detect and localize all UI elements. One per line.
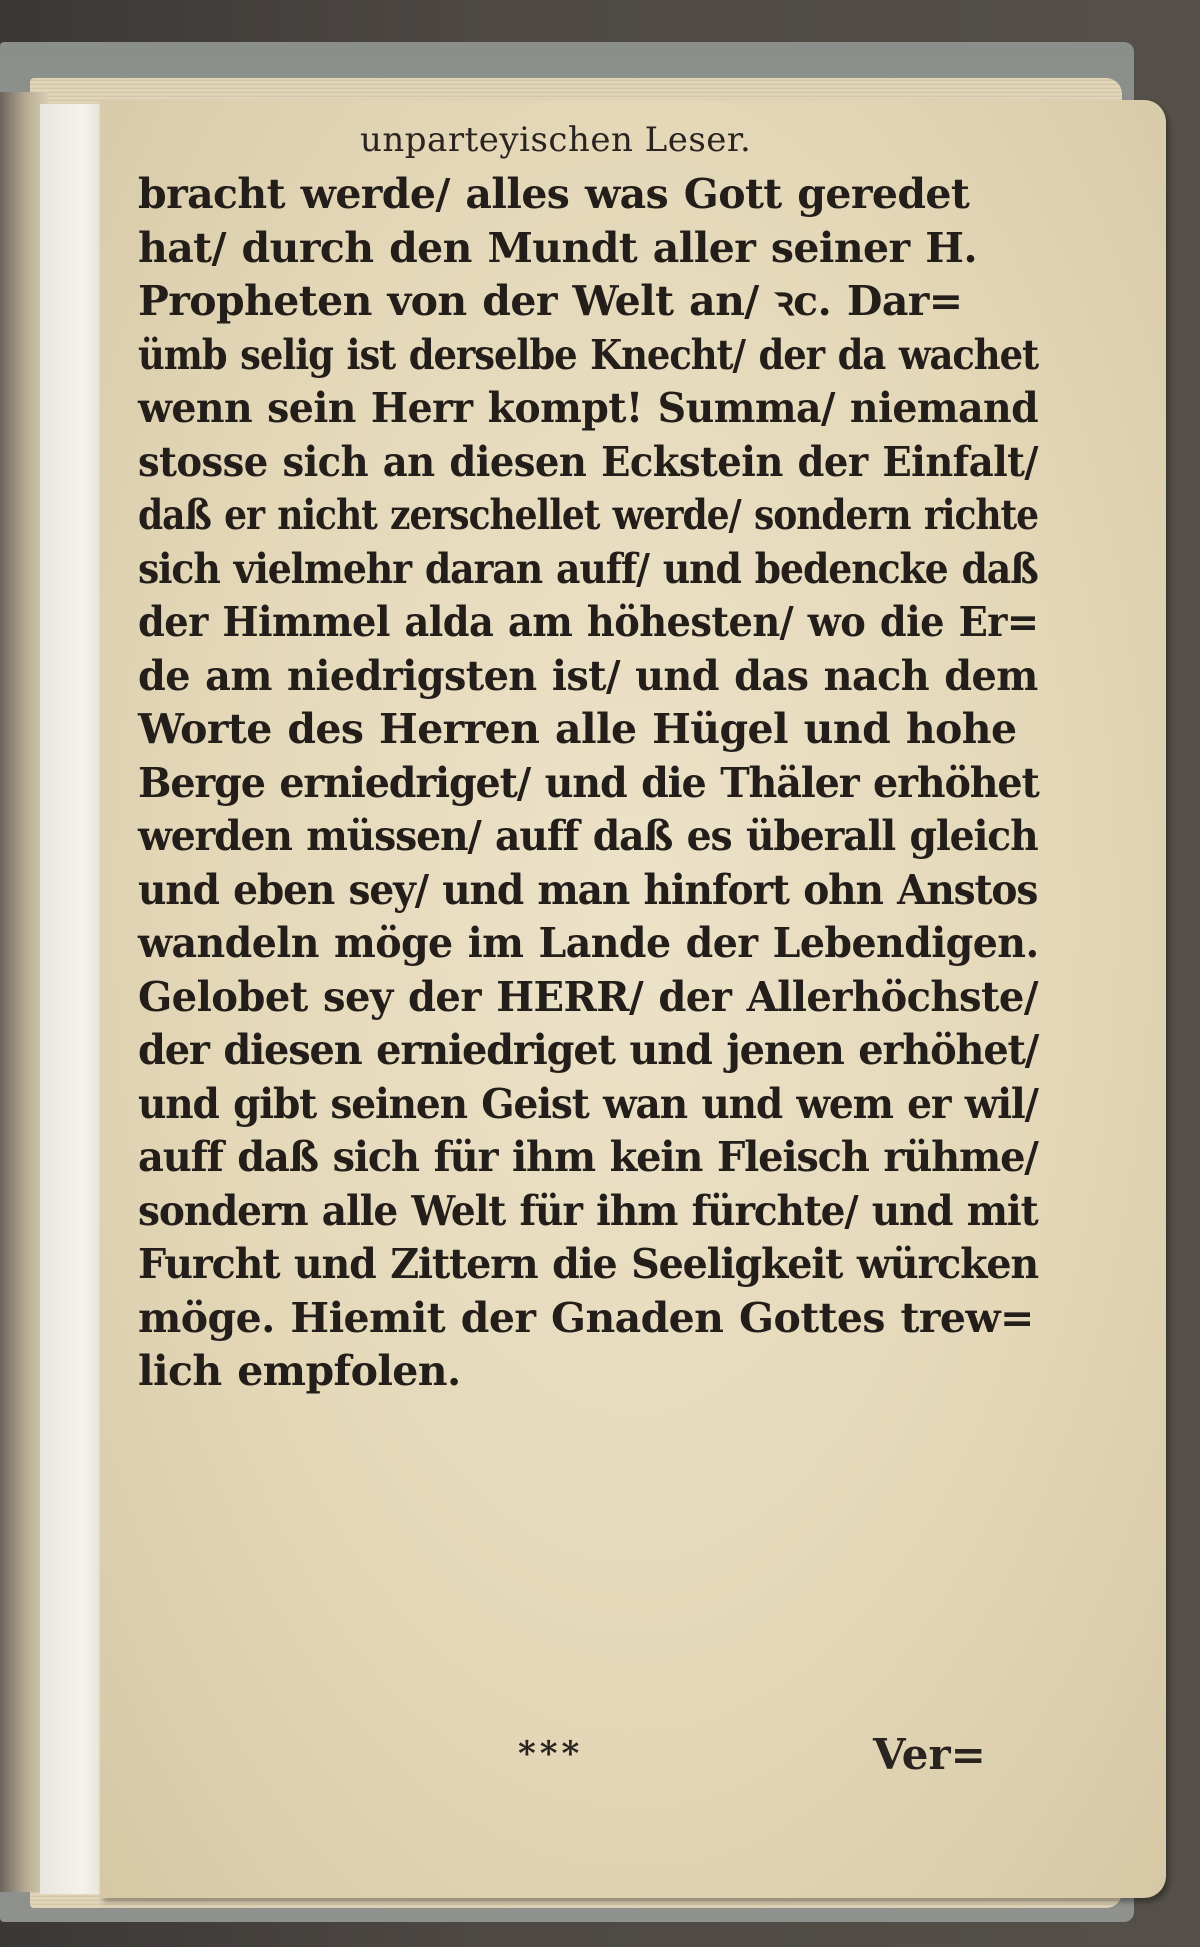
signature-mark: *** bbox=[518, 1734, 584, 1774]
running-head: unparteyischen Leser. bbox=[360, 120, 752, 160]
text-line: Berge erniedriget/ und die Thäler erhöhet bbox=[138, 758, 1039, 807]
text-line: sich vielmehr daran auff/ und bedencke daß bbox=[138, 544, 1038, 593]
text-line: stosse sich an diesen Eckstein der Einfalt/ bbox=[138, 437, 1038, 486]
text-line: wenn sein Herr kompt! Summa/ niemand bbox=[138, 384, 1039, 432]
text-line: und gibt seinen Geist wan und wem er wil/ bbox=[138, 1079, 1038, 1128]
catchword: Ver= bbox=[873, 1730, 986, 1779]
text-line: der Himmel alda am höhesten/ wo die Er= bbox=[138, 598, 1039, 646]
text-line: möge. Hiemit der Gnaden Gottes trew= bbox=[138, 1293, 1034, 1342]
page-footer bbox=[100, 1730, 1166, 1794]
text-line: Gelobet sey der HERR/ der Allerhöchste/ bbox=[138, 972, 1038, 1021]
text-line: und eben sey/ und man hinfort ohn Anstos bbox=[138, 865, 1038, 914]
text-line: Furcht und Zittern die Seeligkeit würcken bbox=[138, 1240, 1039, 1288]
text-line: hat/ durch den Mundt aller seiner H. bbox=[138, 223, 978, 272]
text-line: Worte des Herren alle Hügel und hohe bbox=[138, 705, 1017, 753]
body-text bbox=[138, 168, 1038, 1399]
text-line: werden müssen/ auff daß es überall gleich bbox=[138, 812, 1038, 860]
text-line: daß er nicht zerschellet werde/ sondern richte bbox=[138, 491, 1039, 539]
text-line: bracht werde/ alles was Gott geredet bbox=[138, 170, 970, 218]
text-line: de am niedrigsten ist/ und das nach dem bbox=[138, 651, 1038, 700]
text-line: auff daß sich für ihm kein Fleisch rühme/ bbox=[138, 1133, 1038, 1181]
text-line: lich empfolen. bbox=[138, 1347, 461, 1395]
text-line: Propheten von der Welt an/ ꝛc. Dar= bbox=[138, 277, 963, 325]
text-line: sondern alle Welt für ihm fürchte/ und mit bbox=[138, 1186, 1038, 1235]
text-line: der diesen erniedriget und jenen erhöhet/ bbox=[138, 1026, 1039, 1074]
text-line: ümb selig ist derselbe Knecht/ der da wachet bbox=[138, 330, 1038, 379]
text-line: wandeln möge im Lande der Lebendigen. bbox=[138, 919, 1039, 967]
